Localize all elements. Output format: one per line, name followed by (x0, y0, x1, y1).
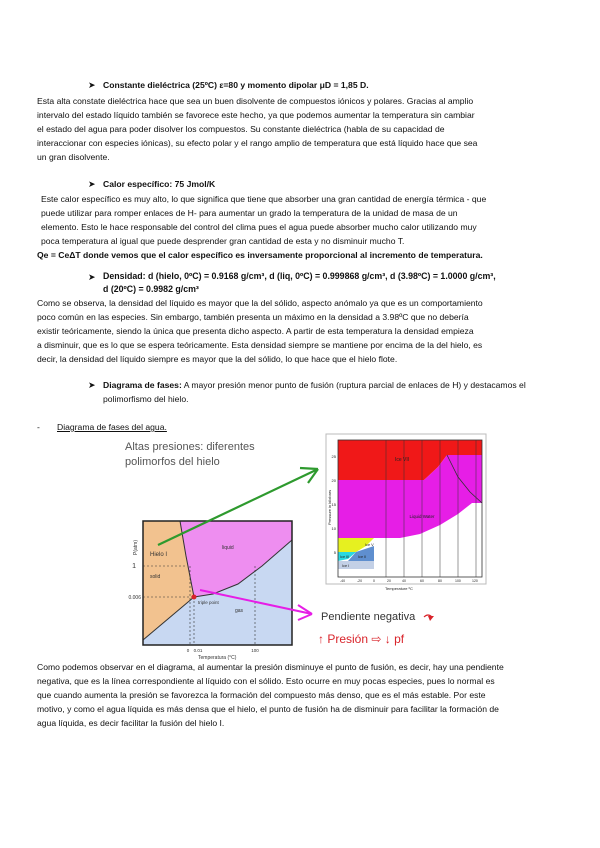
left-xlabel: Temperatura (°C) (198, 655, 237, 661)
left-label-liquid: liquid (222, 545, 234, 551)
right-xtick: 20 (387, 579, 391, 583)
density-heading-cont: d (20ºC) = 0.9982 g/cm³ (103, 284, 199, 294)
left-xtick-001: 0.01 (193, 648, 203, 653)
right-xtick: 60 (420, 579, 424, 583)
left-triple-point (192, 595, 197, 600)
right-label-liquid: Liquid Water (409, 514, 435, 519)
phase-diagram-intro-cont: polimorfismo del hielo. (103, 394, 189, 404)
right-xtick: 80 (438, 579, 442, 583)
left-label-ice: Hielo I (150, 552, 168, 558)
right-ytick: 5 (333, 550, 336, 555)
right-ytick: 15 (331, 502, 336, 507)
note-pendiente: Pendiente negativa (321, 611, 416, 623)
right-ytick: 20 (331, 478, 336, 483)
caption-dash: - (37, 422, 40, 432)
bullet-arrow-icon: ➤ (88, 80, 96, 90)
bullet-arrow-icon: ➤ (88, 380, 96, 390)
right-ytick: 10 (331, 526, 336, 531)
specific-heat-heading: Calor específico: 75 Jmol/K (103, 179, 216, 189)
bullet-arrow-icon: ➤ (88, 272, 96, 282)
left-xtick-100: 100 (251, 648, 259, 653)
note-presion: ↑ Presión ⇨ ↓ pf (318, 632, 405, 646)
right-xtick: -40 (340, 579, 346, 583)
dielectric-heading: Constante dieléctrica (25ºC) ε=80 y momento dipolar μD = 1,85 D. (103, 80, 369, 90)
left-ytick-1: 1 (132, 562, 136, 570)
right-ylabel: Pressure in kilobars (327, 489, 332, 525)
right-xtick: 40 (402, 579, 406, 583)
right-phase-diagram (326, 434, 486, 591)
left-ylabel: P(atm) (133, 540, 139, 555)
right-label-ice7: Ice VII (395, 457, 410, 463)
right-xtick: 120 (472, 579, 478, 583)
figure-caption: Diagrama de fases del agua. (57, 422, 167, 432)
right-xlabel: Temperature ºC (385, 586, 413, 591)
left-title-line1: Altas presiones: diferentes (125, 441, 255, 453)
bullet-arrow-icon: ➤ (88, 179, 96, 189)
right-ytick: 25 (331, 454, 336, 459)
left-xtick-0: 0 (186, 648, 190, 653)
right-xtick: 100 (455, 579, 461, 583)
left-label-solid: solid (150, 574, 161, 580)
density-heading: Densidad: d (hielo, 0ºC) = 0.9168 g/cm³, d (liq, 0ºC) = 0.999868 g/cm³, d (3.98ºC) = 1.0000 g/cm³, (103, 271, 496, 281)
left-label-gas: gas (235, 608, 244, 614)
left-label-triple: triple point (198, 600, 219, 605)
right-xtick: -20 (357, 579, 363, 583)
left-title-line2: polimorfos del hielo (125, 456, 220, 468)
right-xtick: 0 (373, 579, 375, 583)
red-arrowhead-icon (428, 616, 434, 621)
right-label-ice5: Ice V (365, 543, 374, 547)
phase-diagram-intro: Diagrama de fases: A mayor presión menor punto de fusión (ruptura parcial de enlaces de H) y destacamos el (103, 380, 526, 390)
right-label-ice2: Ice II (358, 555, 367, 559)
left-phase-diagram (128, 521, 292, 661)
left-ytick-006: 0.006 (128, 595, 141, 601)
right-label-ice1: Ice I (342, 564, 350, 568)
right-label-ice3: Ice III (340, 555, 350, 559)
